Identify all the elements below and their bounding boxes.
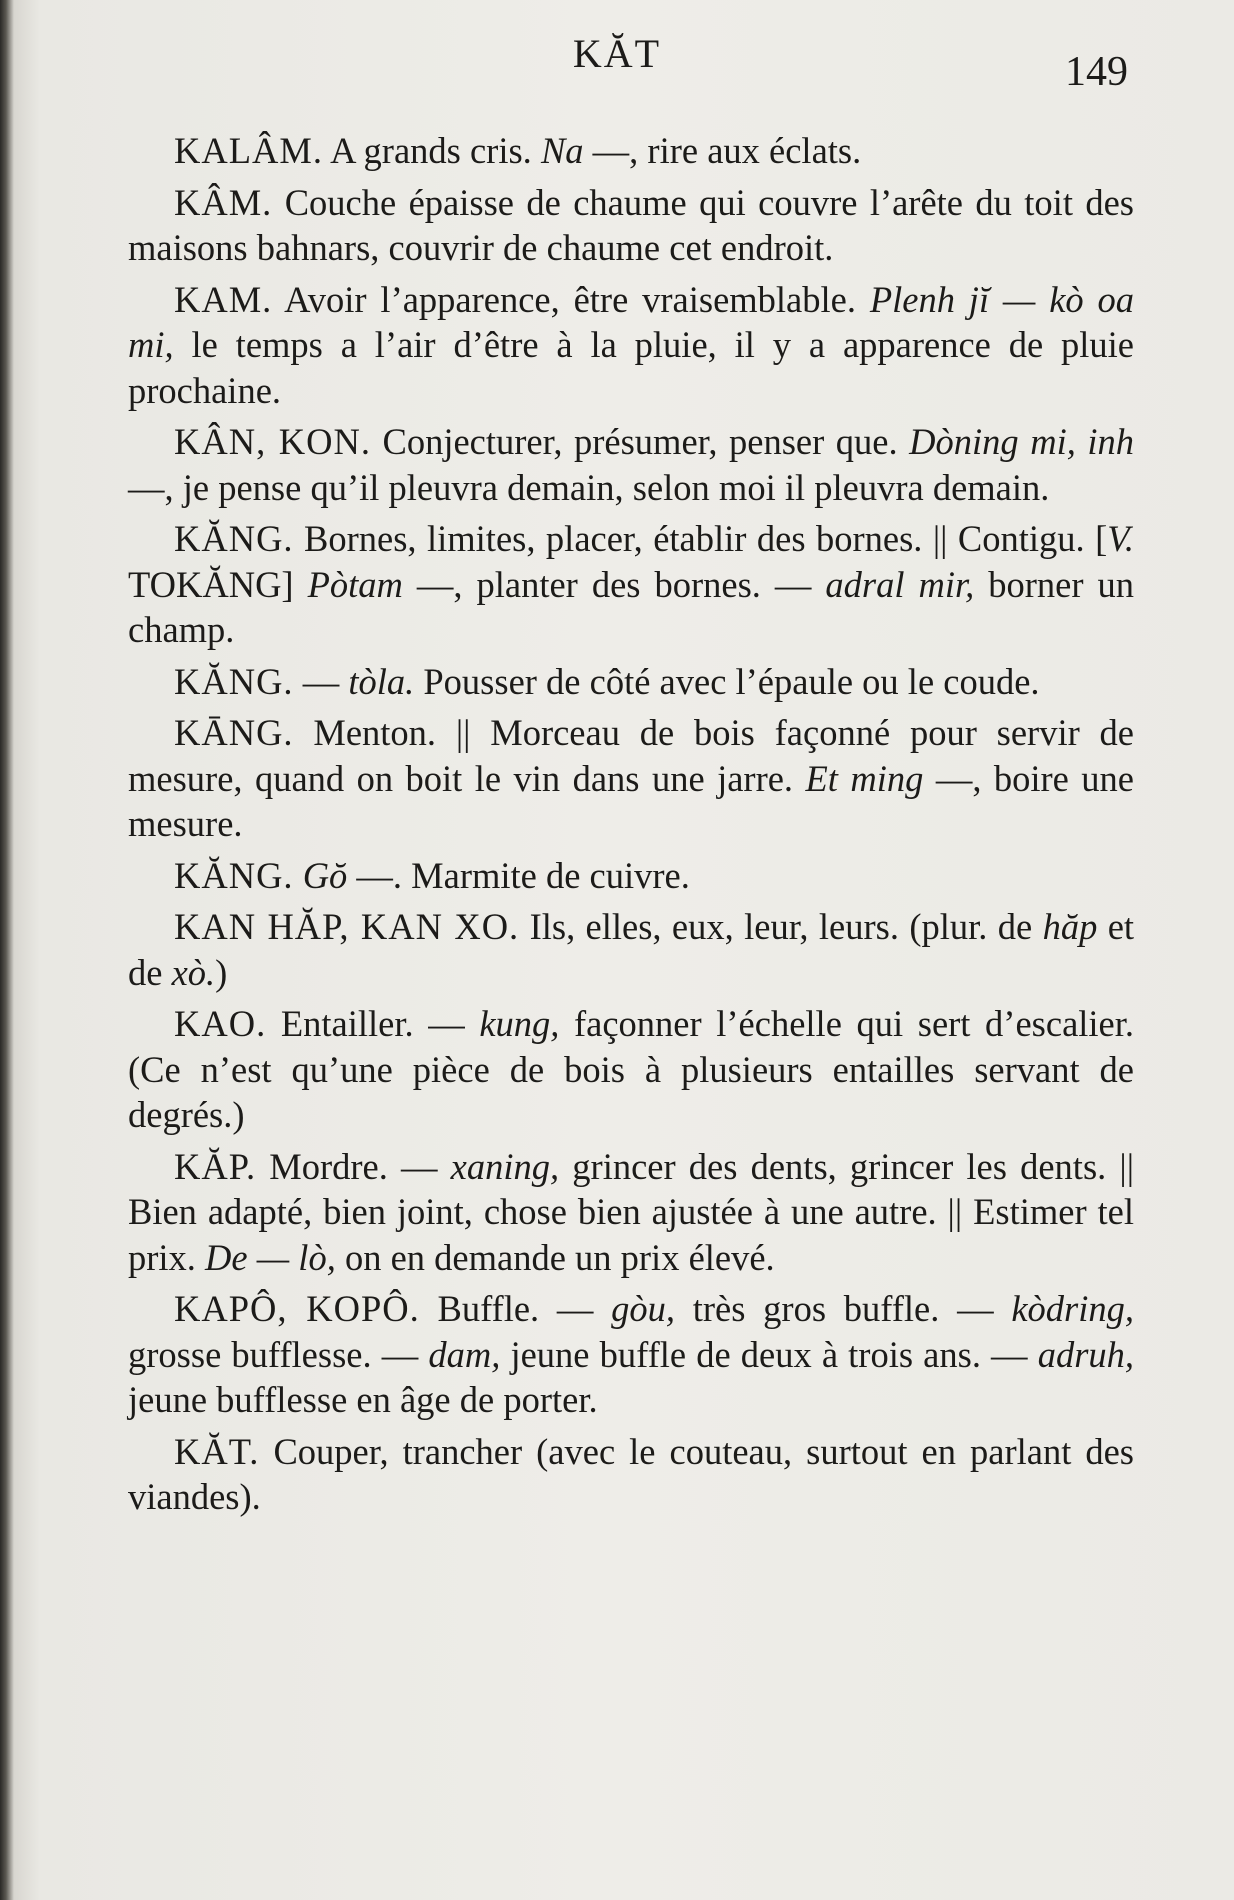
headword: KĂNG. — [174, 854, 294, 896]
headword: KĂT. — [174, 1430, 260, 1472]
headword: KÂN, KON. — [174, 421, 371, 462]
headword: KAO. — [174, 1003, 267, 1044]
headword: KALÂM. — [174, 130, 323, 171]
entry-kan-hap: KAN HĂP, KAN XO. Ils, elles, eux, leur, leurs. (plur. de hăp et de xò.) — [128, 906, 1135, 993]
entry-kan-kon: KÂN, KON. Conjecturer, présumer, penser que. Dòning mi, inh —, je pense qu’il pleuvra demain, selon moi il pleuvra demain. — [128, 421, 1135, 508]
page-number: 149 — [1065, 49, 1128, 95]
headword: KAM. — [174, 278, 273, 320]
entry-kang-menton: KĀNG. Menton. || Morceau de bois façonné pour servir de mesure, quand on boit le vin dans une jarre. Et ming —, boire une mesure. — [128, 712, 1135, 844]
entry-kam: KAM. Avoir l’apparence, être vraisemblable. Plenh jĭ — kò oa mi, le temps a l’air d’être à la pluie, il y a apparence de pluie prochaine. — [128, 278, 1134, 411]
running-head: KĂT — [572, 31, 662, 76]
headword: KĂNG. — [174, 660, 294, 702]
headword: KĀNG. — [174, 712, 294, 753]
entry-kap: KĂP. Mordre. — xaning, grincer des dents, grincer les dents. || Bien adapté, bien joint, chose bien ajustée à une autre. || Estimer tel prix. De — lò, on en demande un prix élevé. — [128, 1145, 1135, 1278]
entries-column — [128, 128, 1134, 1526]
entry-kalam: KALÂM. A grands cris. Na —, rire aux éclats. — [174, 130, 862, 171]
entry-kapo: KAPÔ, KOPÔ. Buffle. — gòu, très gros buffle. — kòdring, grosse bufflesse. — dam, jeune buffle de deux à trois ans. — adruh, jeune bufflesse en âge de porter. — [128, 1288, 1135, 1420]
headword: KĂP. — [174, 1145, 257, 1187]
entry-kat: KĂT. Couper, trancher (avec le couteau, surtout en parlant des viandes). — [128, 1430, 1135, 1517]
entry-kang-bornes: KĂNG. Bornes, limites, placer, établir des bornes. || Contigu. [V. TOKĂNG] Pòtam —, planter des bornes. — adral mir, borner un champ. — [128, 518, 1135, 650]
headword: KAPÔ, KOPÔ. — [174, 1288, 420, 1329]
headword: KĂNG. — [174, 518, 294, 559]
entry-kang-marmite: KĂNG. Gŏ —. Marmite de cuivre. — [174, 854, 690, 896]
entry-kao: KAO. Entailler. — kung, façonner l’échelle qui sert d’escalier. (Ce n’est qu’une pièce de bois à plusieurs entailles servant de degrés.) — [128, 1003, 1135, 1135]
headword: KÂM. — [174, 181, 273, 223]
entry-kang-tola: KĂNG. — tòla. Pousser de côté avec l’épaule ou le coude. — [174, 660, 1040, 702]
headword: KAN HĂP, KAN XO. — [174, 906, 520, 947]
entry-kam-circ: KÂM. Couche épaisse de chaume qui couvre l’arête du toit des maisons bahnars, couvrir de chaume cet endroit. — [128, 181, 1134, 268]
